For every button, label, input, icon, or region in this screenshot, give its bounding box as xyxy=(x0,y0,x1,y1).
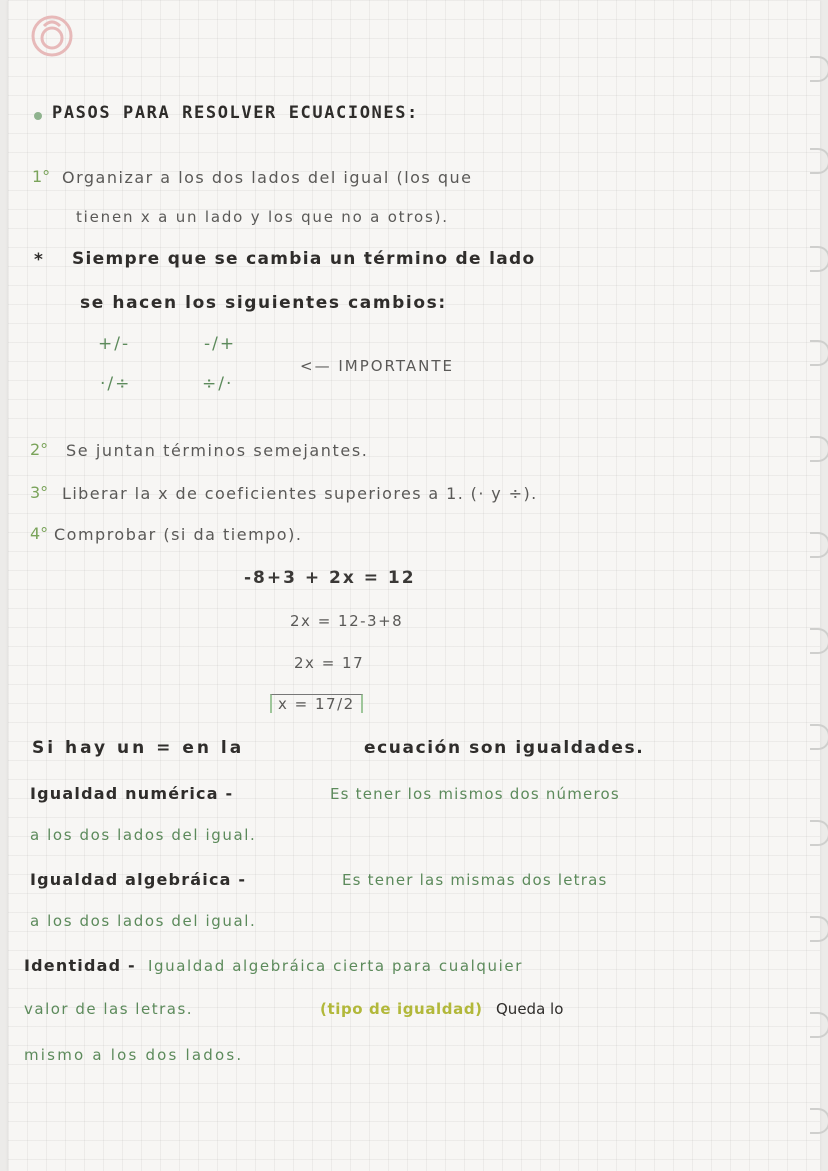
binder-ring xyxy=(810,1012,828,1038)
change-row1-from: +/- xyxy=(98,334,131,354)
rule-star-icon: * xyxy=(34,250,43,270)
rule-line1: Siempre que se cambia un término de lado xyxy=(72,249,536,269)
rule-line2: se hacen los siguientes cambios: xyxy=(80,293,447,313)
numeric-equality-term: Igualdad numérica - xyxy=(30,784,234,803)
algebraic-equality-def1: Es tener las mismas dos letras xyxy=(342,871,608,889)
binder-ring xyxy=(810,1108,828,1134)
equalities-intro-b: ecuación son igualdades. xyxy=(364,738,645,758)
example-result: x = 17/2 xyxy=(270,694,363,713)
identity-def2a: valor de las letras. xyxy=(24,1000,194,1018)
change-row2-to: ÷/· xyxy=(202,374,234,394)
step1-line1: Organizar a los dos lados del igual (los que xyxy=(62,168,473,187)
step1-number: 1° xyxy=(32,167,51,186)
notebook-page xyxy=(8,0,820,1171)
step3-text: Liberar la x de coeficientes superiores a 1. (· y ÷). xyxy=(62,484,538,503)
numeric-equality-def2: a los dos lados del igual. xyxy=(30,826,257,844)
logo-icon xyxy=(30,14,74,58)
identity-def2b: (tipo de igualdad) xyxy=(320,1000,483,1018)
equalities-intro-a: Si hay un = en la xyxy=(32,738,245,758)
binder-ring xyxy=(810,532,828,558)
step3-number: 3° xyxy=(30,483,49,502)
example-eq3: 2x = 17 xyxy=(294,654,365,672)
change-row2-from: ·/÷ xyxy=(100,374,132,394)
binder-ring xyxy=(810,148,828,174)
example-eq2: 2x = 12-3+8 xyxy=(290,612,404,630)
step2-number: 2° xyxy=(30,440,49,459)
binder-ring xyxy=(810,916,828,942)
identity-term: Identidad - xyxy=(24,956,136,975)
identity-def3: mismo a los dos lados. xyxy=(24,1046,244,1064)
step1-line2: tienen x a un lado y los que no a otros). xyxy=(76,208,449,226)
binder-ring xyxy=(810,56,828,82)
importante-note: <— IMPORTANTE xyxy=(300,357,455,375)
binder-ring xyxy=(810,436,828,462)
binder-ring xyxy=(810,820,828,846)
page-title: PASOS PARA RESOLVER ECUACIONES: xyxy=(52,103,419,123)
binder-ring xyxy=(810,628,828,654)
algebraic-equality-def2: a los dos lados del igual. xyxy=(30,912,257,930)
identity-def1: Igualdad algebráica cierta para cualquier xyxy=(148,957,523,975)
step4-number: 4° xyxy=(30,524,49,543)
binder-ring xyxy=(810,246,828,272)
change-row1-to: -/+ xyxy=(204,334,237,354)
step2-text: Se juntan términos semejantes. xyxy=(66,441,369,460)
example-eq1: -8+3 + 2x = 12 xyxy=(244,568,416,588)
numeric-equality-def1: Es tener los mismos dos números xyxy=(330,785,620,803)
binder-ring xyxy=(810,340,828,366)
algebraic-equality-term: Igualdad algebráica - xyxy=(30,870,247,889)
binder-ring xyxy=(810,724,828,750)
step4-text: Comprobar (si da tiempo). xyxy=(54,525,303,544)
title-bullet-icon xyxy=(34,112,42,120)
identity-def2c: Queda lo xyxy=(496,1000,564,1018)
